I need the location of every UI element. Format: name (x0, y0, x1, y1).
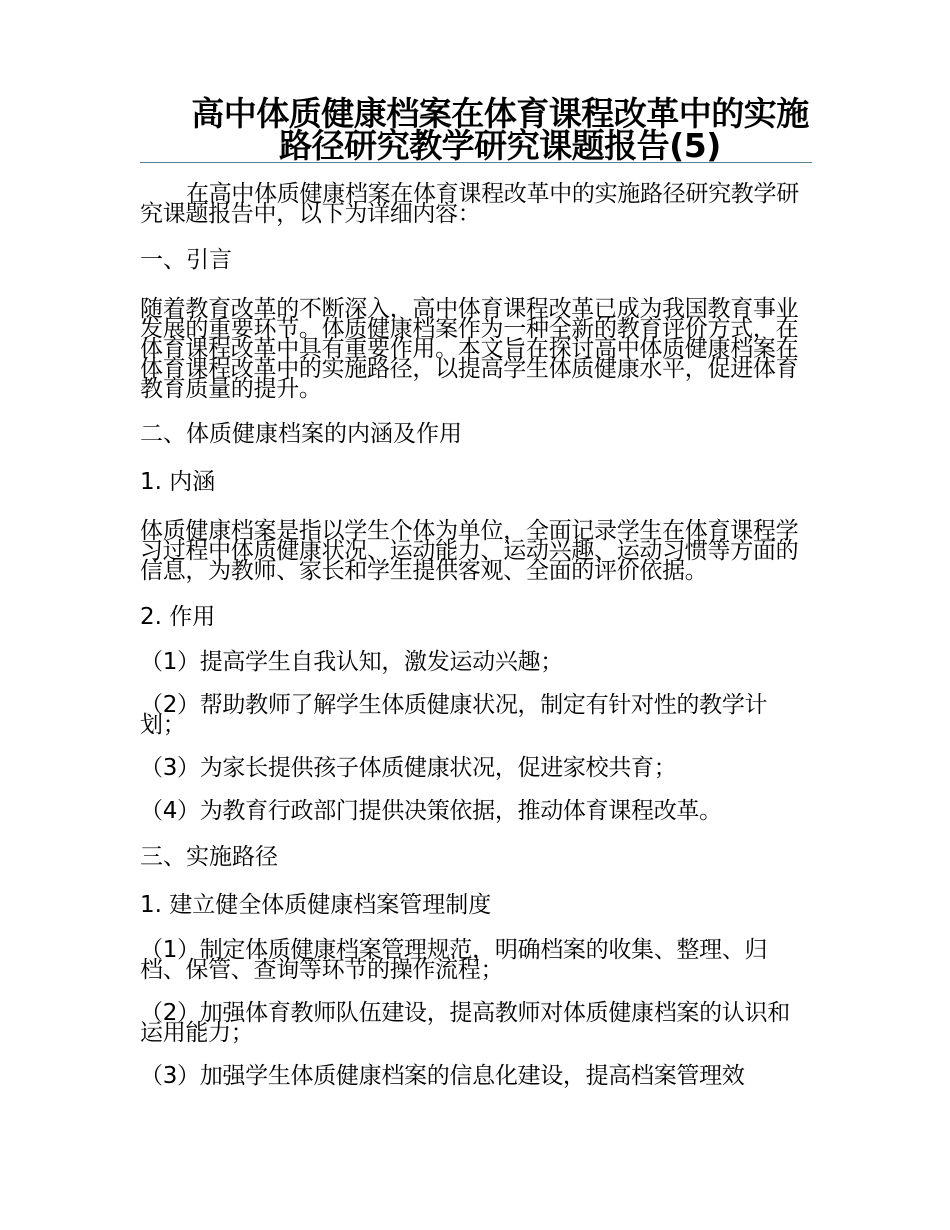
section-heading-archive-meaning: 二、体质健康档案的内涵及作用 (140, 421, 462, 447)
function-item: （1）提高学生自我认知，激发运动兴趣； (140, 649, 563, 675)
function-item: （3）为家长提供孩子体质健康状况，促进家校共育； (140, 755, 677, 781)
introduction-paragraph: 随着教育改革的不断深入，高中体育课程改革已成为我国教育事业发展的重要环节。体质健康档案作为一种全新的教育评价方式，在体育课程改革中具有重要作用。本文旨在探讨高中体质健康档案在体育课程改革中的实施路径，以提高学生体质健康水平，促进体育教育质量的提升。 (140, 296, 799, 402)
section-heading-implementation: 三、实施路径 (140, 844, 278, 870)
connotation-paragraph: 体质健康档案是指以学生个体为单位，全面记录学生在体育课程学习过程中体质健康状况、运动能力、运动兴趣、运动习惯等方面的信息，为教师、家长和学生提供客观、全面的评价依据。 (140, 518, 799, 584)
function-item: （2）帮助教师了解学生体质健康状况，制定有针对性的教学计划； (140, 692, 768, 738)
document-page (140, 94, 812, 1089)
document-title: 高中体质健康档案在体育课程改革中的实施路径研究教学研究课题报告(5) (191, 94, 809, 165)
section-heading-introduction: 一、引言 (140, 247, 232, 273)
function-item: （4）为教育行政部门提供决策依据，推动体育课程改革。 (140, 798, 722, 824)
management-item: （2）加强体育教师队伍建设，提高教师对体质健康档案的认识和运用能力； (140, 1000, 790, 1046)
subheading-management-system: 1. 建立健全体质健康档案管理制度 (140, 892, 492, 918)
intro-paragraph: 在高中体质健康档案在体育课程改革中的实施路径研究教学研究课题报告中，以下为详细内容： (140, 181, 799, 227)
management-item: （1）制定体质健康档案管理规范，明确档案的收集、整理、归档、保管、查询等环节的操作流程； (140, 937, 768, 983)
subheading-function: 2. 作用 (140, 604, 216, 630)
management-item: （3）加强学生体质健康档案的信息化建设，提高档案管理效 (140, 1063, 745, 1089)
subheading-connotation: 1. 内涵 (140, 469, 216, 495)
